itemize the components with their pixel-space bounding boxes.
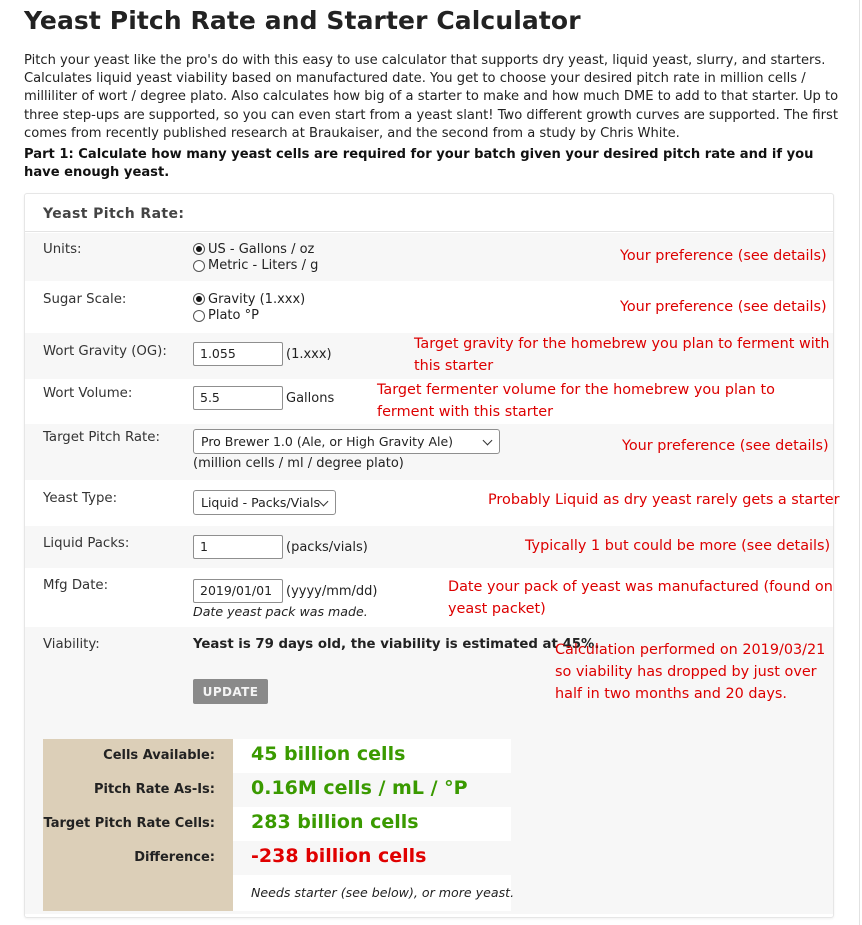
wort-gravity-label: Wort Gravity (OG): — [43, 344, 167, 359]
difference-value: -238 billion cells — [251, 845, 427, 867]
units-label: Units: — [43, 242, 82, 257]
pitch-rate-row — [25, 424, 833, 480]
yeast-type-control — [193, 490, 336, 515]
wort-volume-unit: Gallons — [286, 390, 335, 406]
mfg-date-control — [193, 579, 378, 619]
mfg-date-row — [25, 568, 833, 627]
liquid-packs-label: Liquid Packs: — [43, 536, 130, 551]
wort-volume-note: Target fermenter volume for the homebrew you plan to ferment with this starter — [377, 382, 775, 420]
units-radio-group — [193, 241, 318, 274]
pitch-rate-as-is-label: Pitch Rate As-Is: — [94, 782, 215, 797]
viability-note: Calculation performed on 2019/03/21 so viability has dropped by just over half in two months and 20 days. — [555, 642, 826, 702]
result-label-row — [43, 739, 233, 773]
radio-button-icon[interactable] — [193, 310, 205, 322]
mfg-date-input[interactable]: 2019/01/01 — [193, 579, 283, 603]
target-pitch-cells-value: 283 billion cells — [251, 811, 419, 833]
sugar-option-plato[interactable] — [193, 308, 305, 325]
wort-gravity-note: Target gravity for the homebrew you plan to ferment with this starter — [414, 336, 830, 374]
results-label-column — [43, 739, 233, 911]
yeast-type-label: Yeast Type: — [43, 491, 118, 506]
mfg-date-label: Mfg Date: — [43, 578, 109, 593]
units-option-us[interactable] — [193, 241, 318, 258]
sugar-option-gravity[interactable] — [193, 291, 305, 308]
page-title: Yeast Pitch Rate and Starter Calculator — [24, 6, 581, 35]
pitch-rate-select[interactable] — [193, 429, 500, 454]
result-value-row — [233, 773, 511, 807]
sugar-scale-label: Sugar Scale: — [43, 292, 127, 307]
wort-gravity-unit: (1.xxx) — [286, 346, 332, 362]
result-footer-row — [233, 875, 515, 911]
wort-volume-row — [25, 379, 833, 424]
mfg-date-note: Date your pack of yeast was manufactured (found on yeast packet) — [448, 579, 833, 617]
page-right-border — [859, 0, 860, 925]
liquid-packs-unit: (packs/vials) — [286, 539, 368, 555]
card-title: Yeast Pitch Rate: — [43, 206, 185, 222]
wort-volume-input[interactable]: 5.5 — [193, 386, 283, 410]
results-footer: Needs starter (see below), or more yeast. — [251, 885, 515, 900]
viability-result: Yeast is 79 days old, the viability is estimated at 45%. — [193, 637, 600, 652]
liquid-packs-note: Typically 1 but could be more (see details) — [525, 538, 831, 554]
yeast-type-select-value: Liquid - Packs/Vials — [201, 495, 321, 510]
yeast-type-row — [25, 480, 840, 526]
part1-heading: Part 1: Calculate how many yeast cells are required for your batch given your desired pitch rate and if you have enough yeast. — [24, 147, 814, 181]
chevron-down-icon — [483, 436, 493, 446]
wort-volume-label: Wort Volume: — [43, 386, 133, 401]
liquid-packs-control — [193, 535, 368, 559]
sugar-scale-note: Your preference (see details) — [620, 299, 827, 315]
intro-paragraph: Pitch your yeast like the pro's do with this easy to use calculator that supports dry yeast, liquid yeast, slurry, and starters. Calculates liquid yeast viability based on manufactured date. You get to choose your desired pitch rate in million cells / milliliter of wort / degree plato. Also calculates how big of a starter to make and how much DME to add to that starter. Up to three step-ups are supported, so you can even start from a yeast slant! Two different growth curves are supported. The first comes from recently published research at Braukaiser, and the second from a study by Chris White. — [24, 53, 839, 141]
radio-button-icon[interactable] — [193, 293, 205, 305]
result-label-row — [43, 773, 233, 807]
mfg-date-unit: (yyyy/mm/dd) — [286, 583, 378, 599]
pitch-rate-note: Your preference (see details) — [622, 438, 829, 454]
cells-available-label: Cells Available: — [103, 748, 215, 763]
units-option-metric[interactable] — [193, 258, 318, 275]
sugar-option-plato-label: Plato °P — [208, 308, 259, 324]
card-header — [25, 194, 833, 232]
sugar-option-gravity-label: Gravity (1.xxx) — [208, 291, 306, 307]
cells-available-value: 45 billion cells — [251, 743, 406, 765]
results-table — [43, 739, 515, 911]
result-value-row — [233, 841, 511, 875]
radio-button-icon[interactable] — [193, 243, 205, 255]
results-value-column — [233, 739, 515, 911]
units-option-us-label: US - Gallons / oz — [208, 241, 315, 257]
viability-value-wrap — [193, 637, 599, 652]
liquid-packs-input[interactable]: 1 — [193, 535, 283, 559]
result-label-row — [43, 807, 233, 841]
target-pitch-cells-label: Target Pitch Rate Cells: — [43, 816, 215, 831]
units-row — [25, 233, 833, 281]
sugar-scale-row — [25, 281, 833, 333]
pitch-rate-as-is-value: 0.16M cells / mL / °P — [251, 777, 468, 799]
sugar-scale-radio-group — [193, 291, 305, 324]
liquid-packs-row — [25, 526, 833, 568]
pitch-rate-card — [24, 193, 840, 918]
viability-label: Viability: — [43, 637, 100, 652]
wort-volume-control — [193, 386, 334, 410]
result-label-row — [43, 841, 233, 875]
pitch-rate-label: Target Pitch Rate: — [43, 430, 160, 445]
units-option-metric-label: Metric - Liters / g — [208, 258, 319, 274]
pitch-rate-unit: (million cells / ml / degree plato) — [193, 456, 404, 471]
update-button[interactable]: UPDATE — [193, 679, 268, 704]
yeast-type-note: Probably Liquid as dry yeast rarely gets a starter — [488, 492, 840, 508]
result-value-row — [233, 739, 511, 773]
result-value-row — [233, 807, 511, 841]
mfg-date-hint: Date yeast pack was made. — [193, 604, 368, 619]
pitch-rate-select-value: Pro Brewer 1.0 (Ale, or High Gravity Ale) — [201, 434, 454, 449]
wort-gravity-control — [193, 342, 332, 366]
yeast-type-select[interactable] — [193, 490, 336, 515]
radio-button-icon[interactable] — [193, 260, 205, 272]
pitch-rate-control — [193, 429, 500, 471]
wort-gravity-input[interactable]: 1.055 — [193, 342, 283, 366]
units-note: Your preference (see details) — [620, 248, 827, 264]
difference-label: Difference: — [134, 850, 215, 865]
wort-gravity-row — [25, 333, 833, 379]
chevron-down-icon — [319, 497, 329, 507]
